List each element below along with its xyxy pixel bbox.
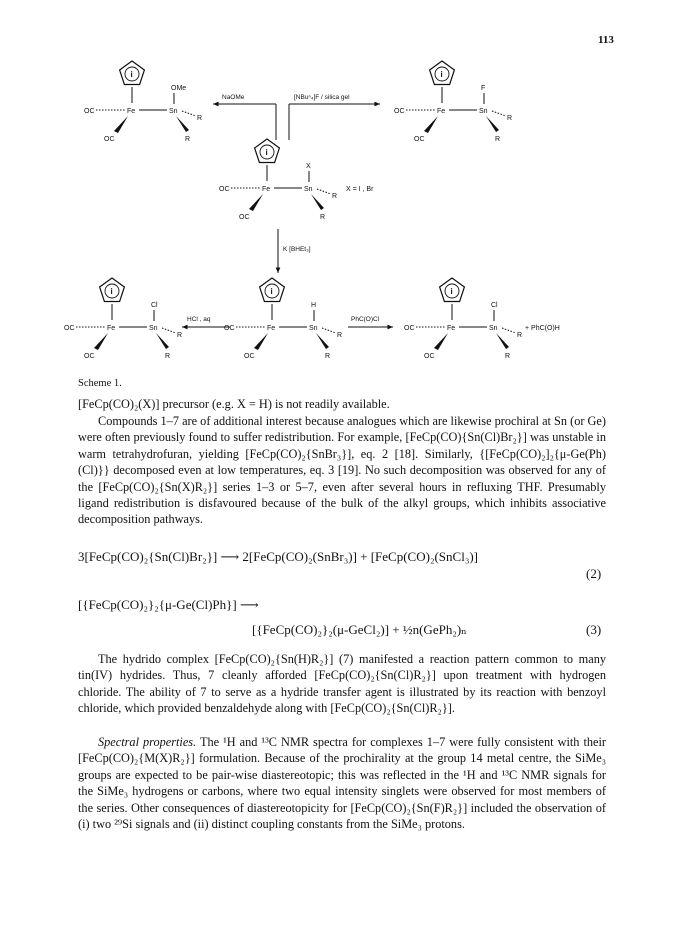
hydrido-complex-sn-r-wedge-bond (316, 333, 329, 349)
hydrido-complex-fe-label: Fe (267, 325, 276, 332)
chloro-complex-left-r-lower-label: R (165, 353, 171, 360)
omethoxy-complex-sn-label: Sn (169, 108, 178, 115)
omethoxy-complex-ring-label: i (130, 70, 133, 79)
hydrido-complex-sn-r-hashed-bond (322, 328, 336, 333)
omethoxy-complex-r-label: R (197, 115, 203, 122)
omethoxy-complex-r-lower-label: R (185, 136, 191, 143)
hydrido-complex-substituent-label: H (311, 302, 317, 309)
fluoro-complex-co-lower-label: OC (414, 136, 425, 143)
chloro-complex-left-sn-r-hashed-bond (162, 328, 176, 333)
paragraph-text: Compounds 1–7 are of additional interest because analogues which are likewise prochiral at Sn (or Ge) were often previously found to suffer redistribution. For example, [FeCp(CO){Sn(Cl)Br₂}] was unstable in warm tetrahydrofuran, yielding [FeCp(CO)₂{SnBr₃}], eq. 2 [18]. Similarly, {[FeCp(CO)₂]₂{μ-Ge(Ph)(Cl)}} decomposed even at low temperatures, eq. 3 [19]. No such decomposition was observed for any of the [FeCp(CO)₂{Sn(X)R₂}] series 1–3 or 5–7, even after several hours in refluxing THF. Presumably ligand redistribution is disfavoured because of the bulk of the alkyl groups, which inhibits associative decomposition pathways. (78, 414, 606, 527)
hydrido-complex-r-lower-label: R (325, 353, 331, 360)
byproduct-label: + PhC(O)H (525, 325, 560, 332)
halide-complex-r-lower-label: R (320, 214, 326, 221)
omethoxy-complex-co-label: OC (84, 108, 95, 115)
hydrido-complex-ring-label: i (270, 287, 273, 296)
fluoro-complex-sn-r-wedge-bond (486, 116, 499, 132)
halide-complex-co-lower-label: OC (239, 214, 250, 221)
chloro-complex-left-co-label: OC (64, 325, 75, 332)
omethoxy-complex-sn-r-wedge-bond (176, 116, 189, 132)
paragraph-redistribution (78, 413, 606, 528)
hydrido-complex-co-label: OC (224, 325, 235, 332)
fluoro-complex-r-label: R (507, 115, 513, 122)
chloro-complex-left-co-wedge-bond (94, 333, 108, 350)
chloro-complex-left-r-label: R (177, 332, 183, 339)
chloro-complex-right-r-label: R (517, 332, 523, 339)
arrow-to-fluoro-head (374, 102, 380, 107)
chloro-complex-left-fe-label: Fe (107, 325, 116, 332)
halide-complex-co-wedge-bond (249, 194, 263, 211)
fluoro-complex-ring-label: i (440, 70, 443, 79)
chloro-complex-left-sn-label: Sn (149, 325, 158, 332)
chloro-complex-left-sn-r-wedge-bond (156, 333, 169, 349)
fluoro-complex-co-label: OC (394, 108, 405, 115)
halide-complex-sn-label: Sn (304, 186, 313, 193)
paragraph-spectral (78, 734, 606, 832)
hydrido-complex-sn-label: Sn (309, 325, 318, 332)
arrow-label-nbu-silica: [NBuⁿ₄]F / silica gel (294, 94, 350, 101)
chloro-complex-right-co-wedge-bond (434, 333, 448, 350)
equation-2: 3[FeCp(CO)₂{Sn(Cl)Br₂}] ⟶ 2[FeCp(CO)₂(SnBr₃)] + [FeCp(CO)₂(SnCl₃)] (78, 549, 479, 564)
equation-3-line-1: [{FeCp(CO)₂}₂{μ-Ge(Cl)Ph}] ⟶ (78, 597, 259, 612)
paragraph-hydrido (78, 651, 606, 717)
paragraph-precursor (78, 396, 606, 412)
halide-complex-co-label: OC (219, 186, 230, 193)
chloro-complex-right-substituent-label: Cl (491, 302, 498, 309)
halide-complex-r-label: R (332, 193, 338, 200)
hydrido-complex-r-label: R (337, 332, 343, 339)
halide-complex-substituent-label: X (306, 163, 311, 170)
equation-3-number: (3) (586, 622, 602, 637)
section-heading: Spectral properties. (98, 735, 197, 749)
x-definition: X = I , Br (346, 186, 374, 193)
arrow-label-kbhet: K [BHEt₃] (283, 246, 311, 253)
fluoro-complex-sn-label: Sn (479, 108, 488, 115)
omethoxy-complex-sn-r-hashed-bond (182, 111, 196, 116)
arrow-to-chloro-right-head (387, 325, 393, 330)
page-number: 113 (598, 34, 614, 46)
paragraph-text: [FeCp(CO)₂(X)] precursor (e.g. X = H) is not readily available. (78, 397, 390, 411)
chloro-complex-right-r-lower-label: R (505, 353, 511, 360)
arrow-down-kbhet-head (276, 267, 281, 273)
paragraph-text: The hydrido complex [FeCp(CO)₂{Sn(H)R₂}] (7) manifested a reaction pattern common to many tin(IV) hydrides. Thus, 7 cleanly afforded [FeCp(CO)₂{Sn(Cl)R₂}] upon treatment with hydrogen chloride. The ability of 7 to serve as a hydride transfer agent is illustrated by its reaction with benzoyl chloride, which provided benzaldehyde along with [FeCp(CO)₂{Sn(Cl)R₂}]. (78, 652, 606, 716)
hydrido-complex-co-wedge-bond (254, 333, 268, 350)
omethoxy-complex-co-lower-label: OC (104, 136, 115, 143)
arrow-label-phcocl: PhC(O)Cl (351, 316, 380, 323)
halide-complex-sn-r-wedge-bond (311, 194, 324, 210)
chloro-complex-right-co-label: OC (404, 325, 415, 332)
chloro-complex-right-ring-label: i (450, 287, 453, 296)
omethoxy-complex-substituent-label: OMe (171, 85, 187, 92)
chloro-complex-right-sn-label: Sn (489, 325, 498, 332)
fluoro-complex-co-wedge-bond (424, 116, 438, 133)
equation-3-line-2: [{FeCp(CO)₂}₂(μ-GeCl₂)] + ½n(GePh₂)ₙ (252, 622, 467, 637)
chloro-complex-right-co-lower-label: OC (424, 353, 435, 360)
chloro-complex-left-ring-label: i (110, 287, 113, 296)
chloro-complex-right-sn-r-wedge-bond (496, 333, 509, 349)
chloro-complex-left-co-lower-label: OC (84, 353, 95, 360)
halide-complex-ring-label: i (265, 148, 268, 157)
halide-complex-sn-r-hashed-bond (317, 189, 331, 194)
fluoro-complex-r-lower-label: R (495, 136, 501, 143)
chloro-complex-right-sn-r-hashed-bond (502, 328, 516, 333)
equation-2-number: (2) (586, 566, 602, 581)
arrow-label-naome: NaOMe (222, 94, 245, 101)
fluoro-complex-substituent-label: F (481, 85, 486, 92)
arrow-label-hcl: HCl , aq (187, 316, 211, 323)
omethoxy-complex-fe-label: Fe (127, 108, 136, 115)
halide-complex-fe-label: Fe (262, 186, 271, 193)
arrow-to-methoxy-head (213, 102, 219, 107)
omethoxy-complex-co-wedge-bond (114, 116, 128, 133)
fluoro-complex-fe-label: Fe (437, 108, 446, 115)
paragraph-text: The ¹H and ¹³C NMR spectra for complexes 1–7 were fully consistent with their [FeCp(CO)₂{M(X)R₂}] formulation. Because of the prochirality at the group 14 metal centre, the SiMe₃ groups are expected to be pair-wise diastereotopic; this was reflected in the ¹H and ¹³C NMR signals for the SiMe₃ hydrogens or carbons, where two equal intensity singlets were observed for most members of the series. Other consequences of diastereotopicity for [FeCp(CO)₂{Sn(F)R₂}] included the observation of (i) two ²⁹Si signals and (ii) distinct coupling constants from the SiMe₃ protons. (78, 735, 606, 832)
fluoro-complex-sn-r-hashed-bond (492, 111, 506, 116)
chloro-complex-right-fe-label: Fe (447, 325, 456, 332)
reaction-scheme (0, 0, 680, 380)
arrow-to-chloro-left-head (182, 325, 188, 330)
scheme-caption: Scheme 1. (78, 378, 122, 389)
hydrido-complex-co-lower-label: OC (244, 353, 255, 360)
chloro-complex-left-substituent-label: Cl (151, 302, 158, 309)
